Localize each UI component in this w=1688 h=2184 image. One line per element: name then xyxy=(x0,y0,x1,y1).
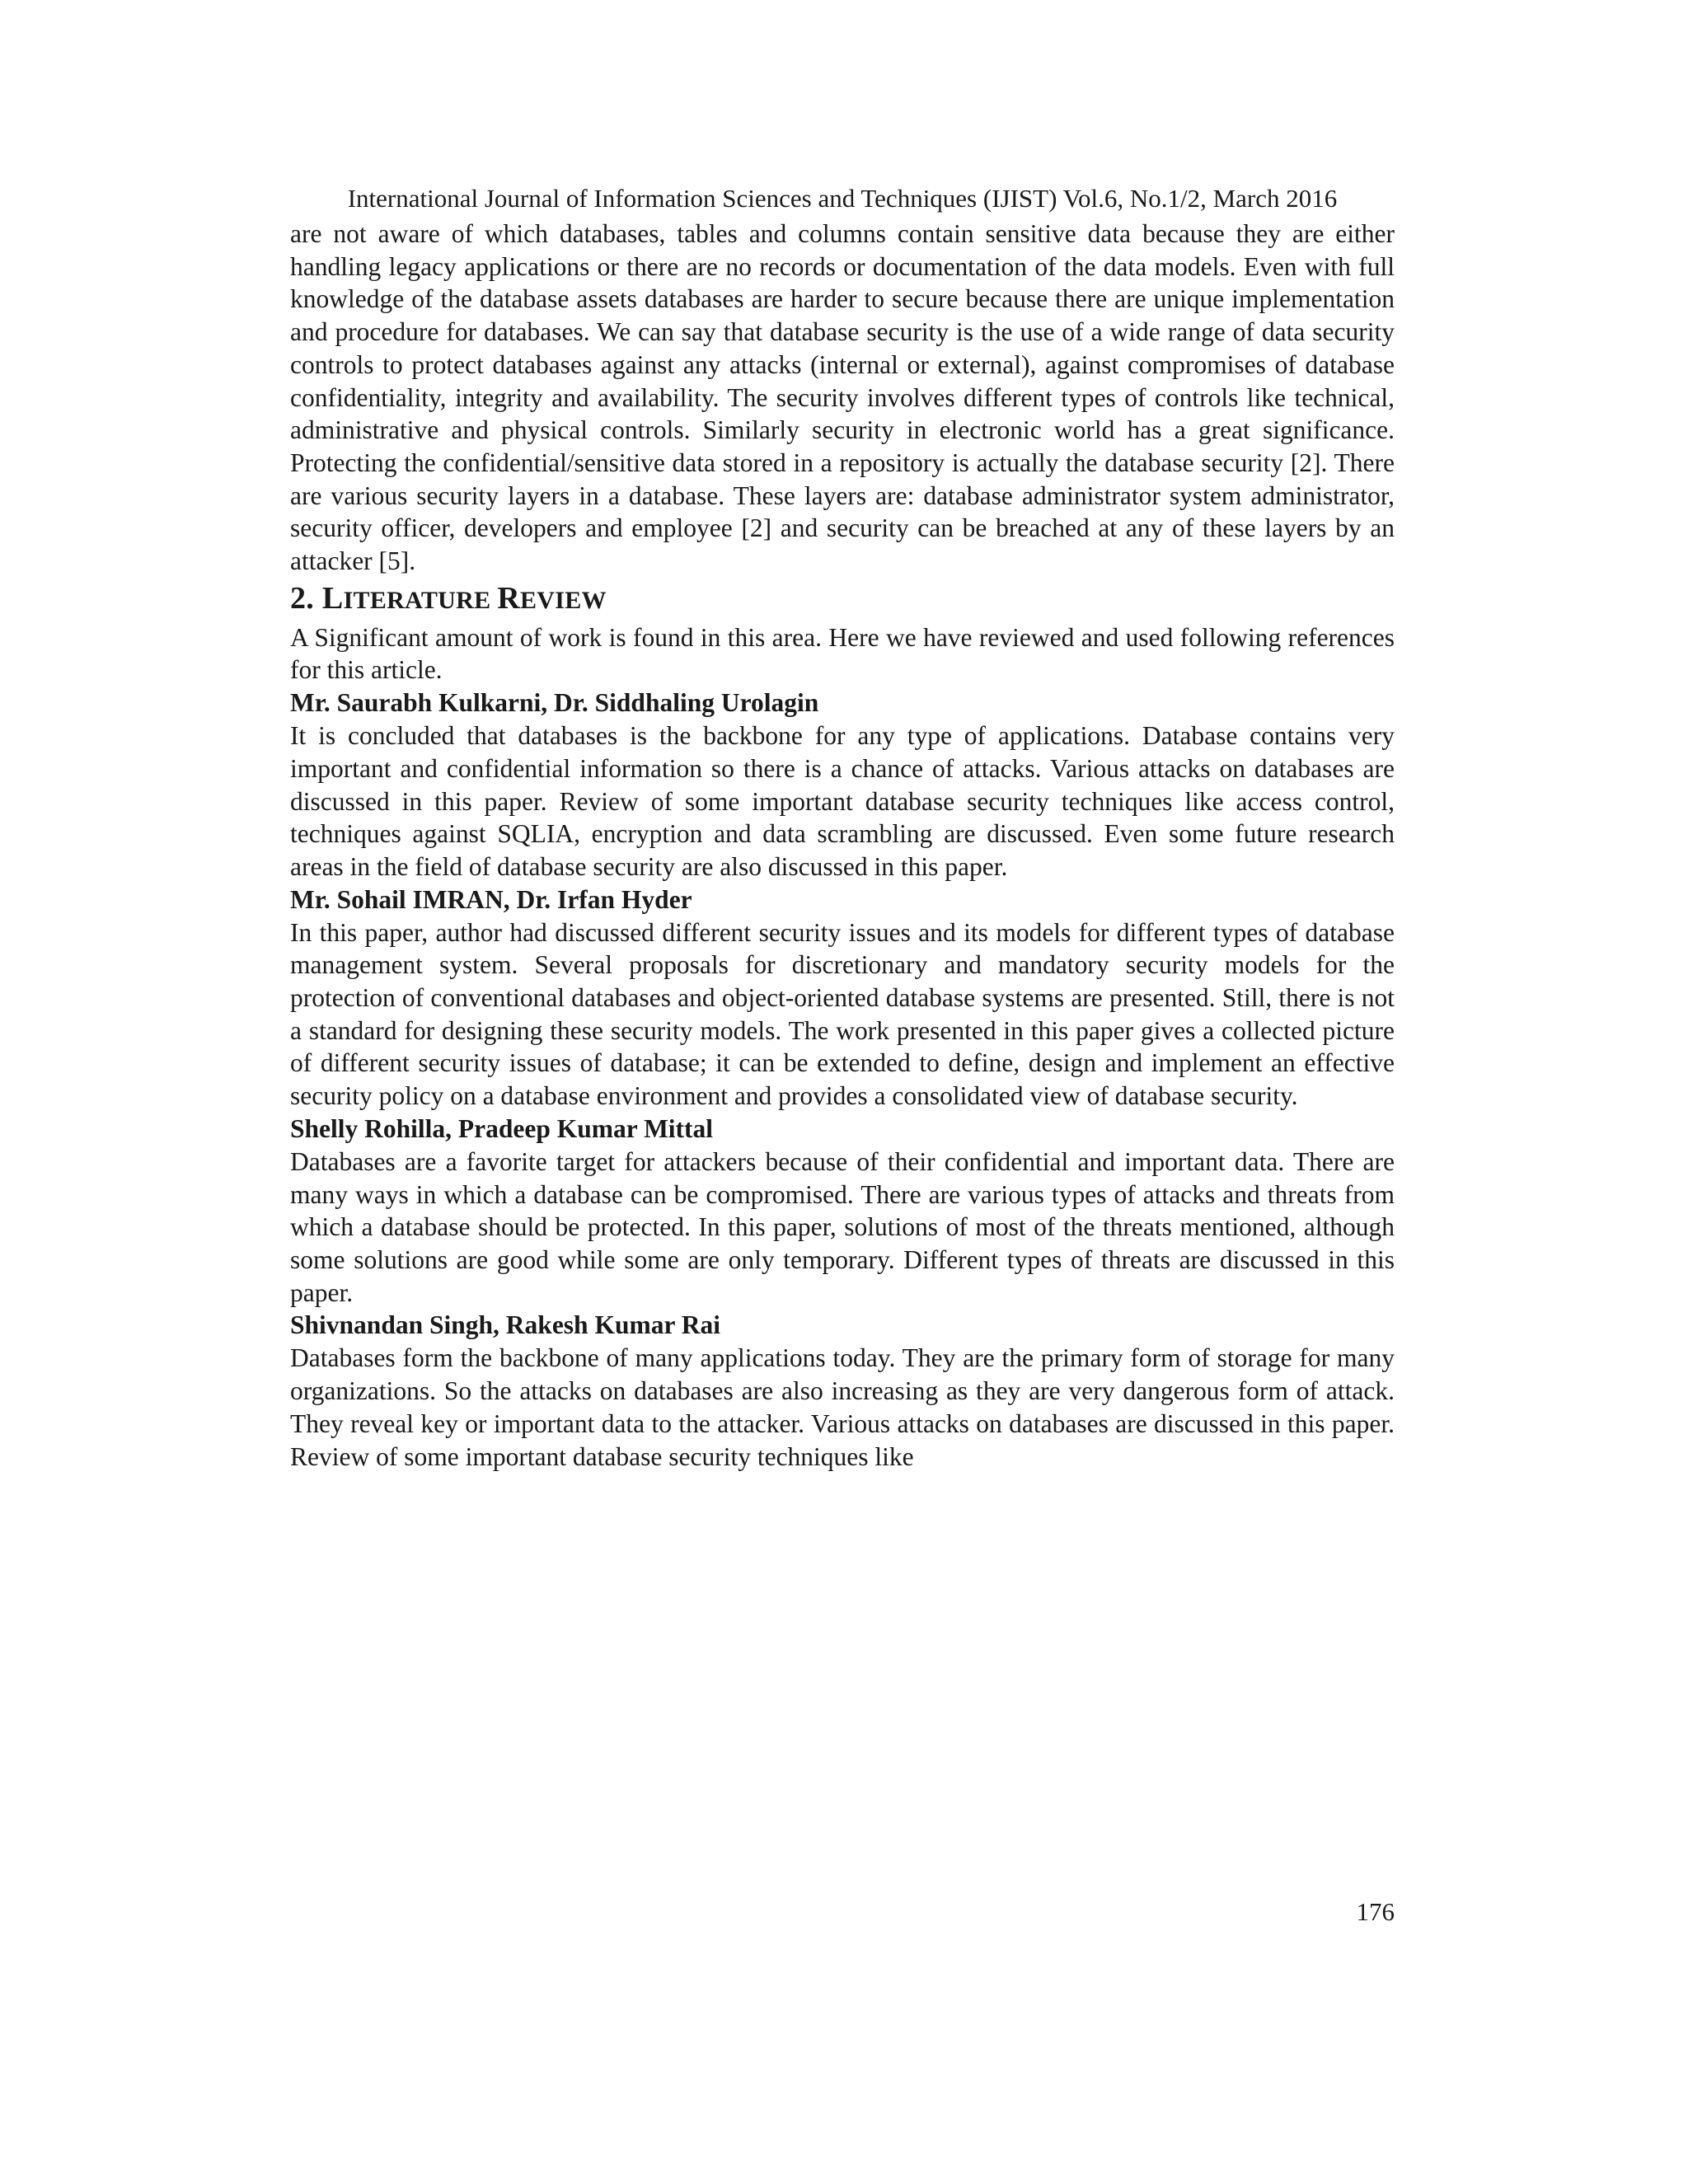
section-heading-literature-review xyxy=(290,578,1395,621)
section-number: 2. xyxy=(290,580,322,616)
reference-authors-4: Shivnandan Singh, Rakesh Kumar Rai xyxy=(290,1310,720,1340)
running-header: International Journal of Information Sciences and Techniques (IJIST) Vol.6, No.1/2, March 2016 xyxy=(347,184,1338,213)
reference-authors-3: Shelly Rohilla, Pradeep Kumar Mittal xyxy=(290,1113,714,1143)
section-title-cap-2: R xyxy=(497,580,520,616)
page-number: 176 xyxy=(1356,1897,1395,1926)
paper-page xyxy=(290,0,1395,2184)
intro-paragraph: are not aware of which databases, tables and columns contain sensitive data because they are either handling legacy applications or there are no records or documentation of the data models. Even with full knowledge of the database assets databases are harder to secure because there are unique implementation and procedure for databases. We can say that database security is the use of a wide range of data security controls to protect databases against any attacks (internal or external), against compromises of database confidentiality, integrity and availability. The security involves different types of controls like technical, administrative and physical controls. Similarly security in electronic world has a great significance. Protecting the confidential/sensitive data stored in a repository is actually the database security [2]. There are various security layers in a database. These layers are: database administrator system administrator, security officer, developers and employee [2] and security can be breached at any of these layers by an attacker [5]. xyxy=(290,219,1395,576)
section-intro-paragraph: A Significant amount of work is found in this area. Here we have reviewed and used following references for this article. xyxy=(290,622,1395,685)
page-content xyxy=(290,218,1395,1473)
section-title-cap-1: L xyxy=(321,580,344,616)
reference-authors-2: Mr. Sohail IMRAN, Dr. Irfan Hyder xyxy=(290,884,692,914)
reference-summary-1: It is concluded that databases is the backbone for any type of applications. Database contains very important and confidential information so there is a chance of attacks. Various attacks on databases are discussed in this paper. Review of some important database security techniques like access control, techniques against SQLIA, encryption and data scrambling are discussed. Even some future research areas in the field of database security are also discussed in this paper. xyxy=(290,721,1395,881)
reference-authors-1: Mr. Saurabh Kulkarni, Dr. Siddhaling Urolagin xyxy=(290,688,819,718)
reference-summary-3: Databases are a favorite target for attackers because of their confidential and important data. There are many ways in which a database can be compromised. There are various types of attacks and threats from which a database should be protected. In this paper, solutions of most of the threats mentioned, although some solutions are good while some are only temporary. Different types of threats are discussed in this paper. xyxy=(290,1146,1395,1307)
reference-summary-2: In this paper, author had discussed different security issues and its models for different types of database management system. Several proposals for discretionary and mandatory security models for the protection of conventional databases and object-oriented database systems are presented. Still, there is not a standard for designing these security models. The work presented in this paper gives a collected picture of different security issues of database; it can be extended to define, design and implement an effective security policy on a database environment and provides a consolidated view of database security. xyxy=(290,917,1395,1111)
reference-summary-4: Databases form the backbone of many applications today. They are the primary form of storage for many organizations. So the attacks on databases are also increasing as they are very dangerous form of attack. They reveal key or important data to the attacker. Various attacks on databases are discussed in this paper. Review of some important database security techniques like xyxy=(290,1343,1395,1471)
section-title-smallcaps-2: EVIEW xyxy=(519,586,607,614)
section-title-smallcaps-1: ITERATURE xyxy=(343,586,498,614)
